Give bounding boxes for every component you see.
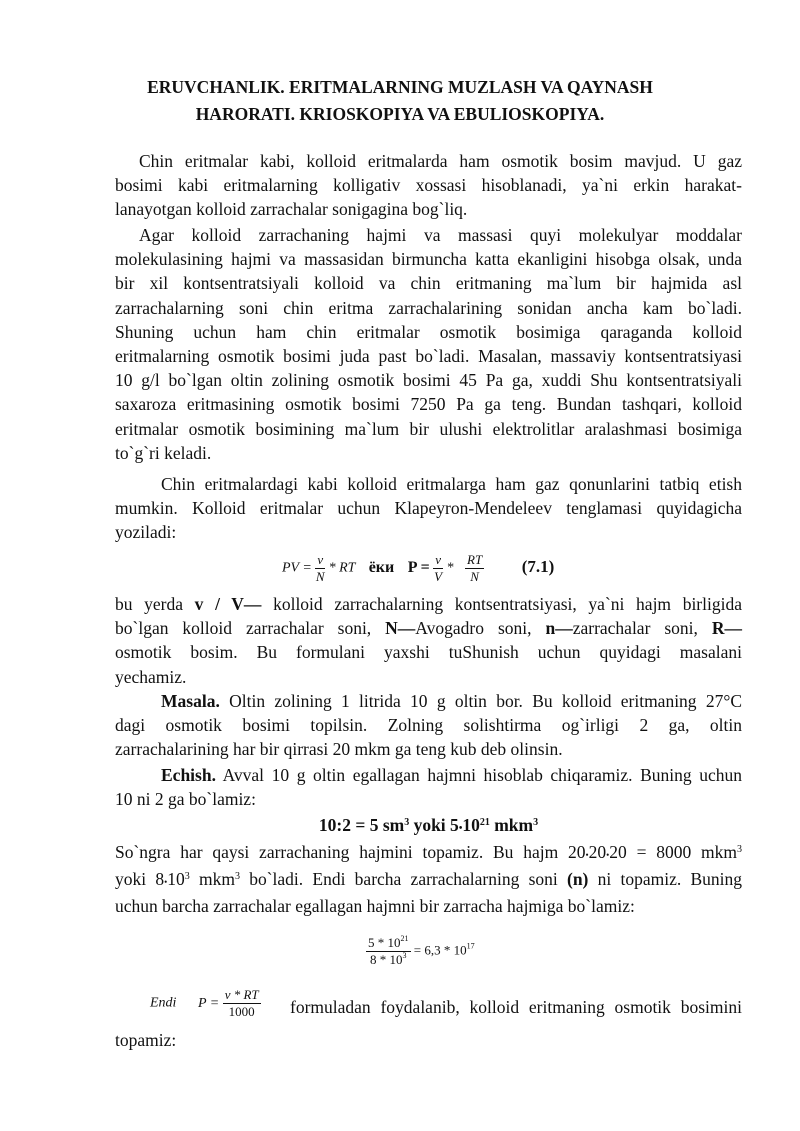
- text: yoki 8: [115, 869, 165, 890]
- text: 5 * 10: [368, 935, 401, 950]
- term-v-over-V: v / V—: [194, 594, 262, 614]
- text-line: 10 ni 2 ga bo`lamiz:: [115, 789, 256, 810]
- eq-rt: * RT: [328, 560, 356, 576]
- solution-label: Echish.: [161, 765, 216, 785]
- title-line-1: ERUVCHANLIK. ERITMALARNING MUZLASH VA QAYNASH: [147, 77, 653, 97]
- fraction-pressure: [223, 987, 261, 1020]
- text: kolloid zarrachalarning kontsentratsiyasi, ya`ni hajm birligida: [261, 594, 742, 614]
- text-line: bosimi kabi eritmalarning kolligativ xossasi hisoblanadi, ya`ni erkin harakat-: [115, 175, 742, 196]
- numerator: [366, 935, 411, 952]
- text-line: Chin eritmalar kabi, kolloid eritmalarda ham osmotik bosim mavjud. U gaz: [139, 151, 742, 171]
- dot-operator: •: [585, 850, 589, 860]
- text-line: molekulasining hajmi va massasidan birmuncha katta ekanligini hisobga olsak, unda: [115, 249, 742, 270]
- denominator: N: [315, 569, 325, 584]
- dot-operator: •: [164, 877, 168, 888]
- equation-label: (7.1): [521, 556, 555, 576]
- text: 8 * 10: [370, 952, 403, 967]
- denominator: 1000: [228, 1004, 255, 1019]
- superscript: 3: [533, 817, 539, 828]
- paragraph-2: [115, 223, 742, 465]
- text-line: [115, 763, 742, 787]
- eq-result: = 6,3 * 10: [413, 942, 467, 958]
- text-line: dagi osmotik bosimi topilsin. Zolning solishtirma og`irligi 2 ga, oltin: [115, 715, 742, 736]
- text-line: [115, 689, 742, 713]
- text: Avval 10 g oltin egallagan hajmni hisoblab chiqaramiz. Buning uchun: [215, 765, 742, 785]
- text-line: Shuning uchun ham chin eritmalar osmotik bosimiga qaraganda kolloid: [115, 321, 742, 342]
- superscript: 3: [737, 844, 743, 855]
- eq-p: P =: [197, 995, 220, 1011]
- numerator: RT: [467, 552, 483, 567]
- text-line: yechamiz.: [115, 666, 187, 687]
- denominator: V: [434, 569, 443, 584]
- paragraph-4: [115, 592, 742, 689]
- text: bu yerda: [115, 594, 195, 614]
- numerator: v: [435, 552, 442, 567]
- eq-or: ёки: [368, 558, 395, 576]
- text-line: lanayotgan kolloid zarrachalar sonigagina bog`liq.: [115, 199, 468, 220]
- text: 20 = 8000 mkm: [609, 842, 738, 862]
- text-line: mumkin. Kolloid eritmalar uchun Klapeyron-Mendeleev tenglamasi quyidagicha: [115, 498, 742, 519]
- title-line-2: HARORATI. KRIOSKOPIYA VA EBULIOSKOPIYA.: [195, 104, 605, 124]
- text: ni topamiz. Buning: [588, 869, 742, 890]
- paragraph-7: [115, 840, 742, 919]
- fraction-RT-over-N: [465, 552, 484, 585]
- numerator: v: [317, 552, 324, 567]
- text-line: zarrachalarning soni chin eritma zarrachalarining sonidan ancha kam bo`ladi.: [115, 297, 742, 318]
- eq-part: yoki 5: [409, 815, 459, 835]
- text-line: 10 g/l bo`lgan oltin zolining osmotik bosimi 45 Pa ga, xuddi Shu kontsentratsiyali: [115, 370, 742, 391]
- text-line: bir xil kontsentratsiyali kolloid va chin eritmaning ma`lum bir hajmida asl: [115, 273, 742, 294]
- superscript: 21: [400, 934, 409, 943]
- eq-part: 10:2 = 5 sm: [318, 815, 405, 835]
- paragraph-1: [115, 149, 742, 222]
- text-line: osmotik bosim. Bu formulani yaxshi tuShunish uchun quyidagi masalani: [115, 642, 742, 663]
- eq-part: 10: [462, 815, 480, 835]
- fraction-v-over-N: [315, 552, 325, 585]
- denominator: [366, 952, 411, 968]
- text-line: saxaroza eritmasining osmotik bosimi 7250 Pa ga teng. Bundan tashqari, kolloid: [115, 394, 742, 415]
- superscript: 17: [466, 941, 475, 951]
- text-line: Agar kolloid zarrachaning hajmi va massasi quyi molekulyar moddalar: [139, 225, 742, 245]
- text-line: [115, 840, 742, 867]
- superscript: 3: [184, 871, 190, 883]
- text-line: zarrachalarining har bir qirrasi 20 mkm ga teng kub deb olinsin.: [115, 739, 563, 760]
- page-title: [100, 74, 700, 128]
- text-line: eritmalarning osmotik bosimi juda past bo`ladi. Masalan, massaviy kontsentratsiyasi: [115, 346, 742, 367]
- text: bo`ladi. Endi barcha zarrachalarning soni: [239, 869, 567, 890]
- text: mkm: [189, 869, 235, 890]
- text-endi: Endi: [150, 995, 177, 1011]
- numerator: v * RT: [224, 987, 259, 1002]
- term-N: N—: [385, 618, 416, 639]
- term-n: n—: [545, 618, 573, 639]
- eq-part: mkm: [489, 815, 534, 835]
- text-line: [115, 592, 742, 616]
- eq-p: P =: [407, 558, 430, 576]
- term-n: (n): [567, 869, 589, 890]
- equation-pressure: [150, 987, 261, 1020]
- eq-star: *: [446, 560, 454, 576]
- paragraph-solution: [115, 763, 742, 811]
- equation-count: [366, 935, 475, 968]
- paragraph-8: [290, 995, 742, 1019]
- problem-label: Masala.: [161, 691, 220, 711]
- text-line: formuladan foydalanib, kolloid eritmaning osmotik bosimini: [290, 997, 742, 1017]
- text: bo`lgan kolloid zarrachalar soni,: [115, 618, 386, 639]
- eq-lhs: PV =: [282, 560, 312, 576]
- text: Avogadro soni,: [415, 618, 546, 639]
- denominator: N: [470, 569, 479, 584]
- text: So`ngra har qaysi zarrachaning hajmini topamiz. Bu hajm 20: [115, 842, 586, 862]
- paragraph-problem: [115, 689, 742, 762]
- paragraph-3: [115, 472, 742, 545]
- text-line: [115, 867, 742, 894]
- text-line: yoziladi:: [115, 522, 177, 543]
- superscript: 3: [402, 951, 407, 960]
- text-line: eritmalar osmotik bosimining ma`lum bir ulushi elektrolitlar aralashmasi bosimiga: [115, 418, 742, 439]
- text-line: Chin eritmalardagi kabi kolloid eritmalarga ham gaz qonunlarini tatbiq etish: [161, 474, 742, 494]
- dot-operator: •: [458, 823, 463, 834]
- paragraph-8-end: [115, 1028, 742, 1052]
- superscript: 3: [234, 871, 240, 883]
- dot-operator: •: [606, 850, 610, 860]
- superscript: 3: [404, 817, 410, 828]
- text: 20: [588, 842, 607, 862]
- equation-7-1: [282, 552, 554, 585]
- text: zarrachalar soni,: [572, 618, 712, 639]
- text-line: uchun barcha zarrachalar egallagan hajmni bir zarracha hajmiga bo`lamiz:: [115, 896, 635, 917]
- text: Oltin zolining 1 litrida 10 g oltin bor. Bu kolloid eritmaning 27°C: [219, 691, 742, 711]
- text-line: topamiz:: [115, 1030, 177, 1050]
- fraction-v-over-V: [433, 552, 443, 585]
- equation-volume: [115, 815, 742, 836]
- term-R: R—: [711, 618, 743, 639]
- fraction-count: [366, 935, 411, 968]
- superscript: 21: [479, 817, 490, 828]
- text-line: [115, 616, 742, 640]
- text-line: to`g`ri keladi.: [115, 442, 212, 463]
- text: 10: [167, 869, 185, 890]
